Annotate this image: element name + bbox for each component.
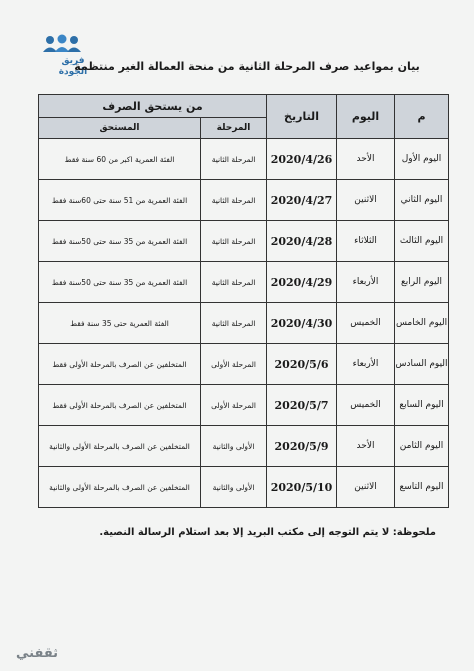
day-order-cell: اليوم السادس (395, 344, 449, 385)
stage-cell: الأولى والثانية (201, 426, 267, 467)
header-day: اليوم (337, 95, 395, 139)
table-row (39, 180, 449, 221)
stage-cell: المرحلة الثانية (201, 303, 267, 344)
beneficiary-cell: الفئة العمرية من 35 سنة حتى 50سنة فقط (39, 221, 201, 262)
weekday-cell: الاثنين (337, 180, 395, 221)
weekday-cell: الثلاثاء (337, 221, 395, 262)
schedule-table (38, 94, 449, 508)
people-icon (30, 34, 100, 58)
weekday-cell: الأحد (337, 139, 395, 180)
header-eligible: من يستحق الصرف (39, 95, 267, 118)
date-cell: 2020/5/7 (267, 385, 337, 426)
day-order-cell: اليوم الثاني (395, 180, 449, 221)
weekday-cell: الخميس (337, 385, 395, 426)
stage-cell: الأولى والثانية (201, 467, 267, 508)
stage-cell: المرحلة الأولى (201, 385, 267, 426)
stage-cell: المرحلة الثانية (201, 221, 267, 262)
beneficiary-cell: الفئة العمرية حتى 35 سنة فقط (39, 303, 201, 344)
stage-cell: المرحلة الثانية (201, 262, 267, 303)
beneficiary-cell: المتخلفين عن الصرف بالمرحلة الأولى والثانية (39, 467, 201, 508)
stage-cell: المرحلة الثانية (201, 180, 267, 221)
stage-cell: المرحلة الثانية (201, 139, 267, 180)
note: ملحوظة: لا يتم التوجه إلى مكتب البريد إلا بعد استلام الرسالة النصية. (99, 527, 436, 538)
day-order-cell: اليوم السابع (395, 385, 449, 426)
beneficiary-cell: الفئة العمرية من 35 سنة حتى 50سنة فقط (39, 262, 201, 303)
weekday-cell: الأربعاء (337, 344, 395, 385)
table-row (39, 221, 449, 262)
table-row (39, 467, 449, 508)
beneficiary-cell: المتخلفين عن الصرف بالمرحلة الأولى فقط (39, 344, 201, 385)
day-order-cell: اليوم الخامس (395, 303, 449, 344)
beneficiary-cell: الفئة العمرية من 51 سنة حتى 60سنة فقط (39, 180, 201, 221)
table-row (39, 344, 449, 385)
header-date: التاريخ (267, 95, 337, 139)
date-cell: 2020/5/6 (267, 344, 337, 385)
beneficiary-cell: المتخلفين عن الصرف بالمرحلة الأولى فقط (39, 385, 201, 426)
day-order-cell: اليوم الثالث (395, 221, 449, 262)
date-cell: 2020/4/28 (267, 221, 337, 262)
logo-line1: فريق (61, 56, 85, 66)
header-m: م (395, 95, 449, 139)
header-stage: المرحلة (201, 118, 267, 139)
weekday-cell: الاثنين (337, 467, 395, 508)
date-cell: 2020/4/29 (267, 262, 337, 303)
table-row (39, 139, 449, 180)
date-cell: 2020/4/30 (267, 303, 337, 344)
stage-cell: المرحلة الأولى (201, 344, 267, 385)
beneficiary-cell: المتخلفين عن الصرف بالمرحلة الأولى والثانية (39, 426, 201, 467)
table-row (39, 262, 449, 303)
day-order-cell: اليوم الرابع (395, 262, 449, 303)
date-cell: 2020/5/10 (267, 467, 337, 508)
watermark: ثقفني (16, 646, 59, 661)
date-cell: 2020/4/26 (267, 139, 337, 180)
date-cell: 2020/5/9 (267, 426, 337, 467)
day-order-cell: اليوم الأول (395, 139, 449, 180)
table-row (39, 385, 449, 426)
date-cell: 2020/4/27 (267, 180, 337, 221)
beneficiary-cell: الفئة العمرية اكبر من 60 سنة فقط (39, 139, 201, 180)
table-row (39, 303, 449, 344)
table-row (39, 426, 449, 467)
weekday-cell: الأحد (337, 426, 395, 467)
logo-line2: الجودة (58, 67, 88, 77)
weekday-cell: الأربعاء (337, 262, 395, 303)
weekday-cell: الخميس (337, 303, 395, 344)
day-order-cell: اليوم الثامن (395, 426, 449, 467)
header-beneficiary: المستحق (39, 118, 201, 139)
day-order-cell: اليوم التاسع (395, 467, 449, 508)
page-title: بيان بمواعيد صرف المرحلة الثانية من منحة العمالة الغير منتظمة (74, 60, 420, 73)
